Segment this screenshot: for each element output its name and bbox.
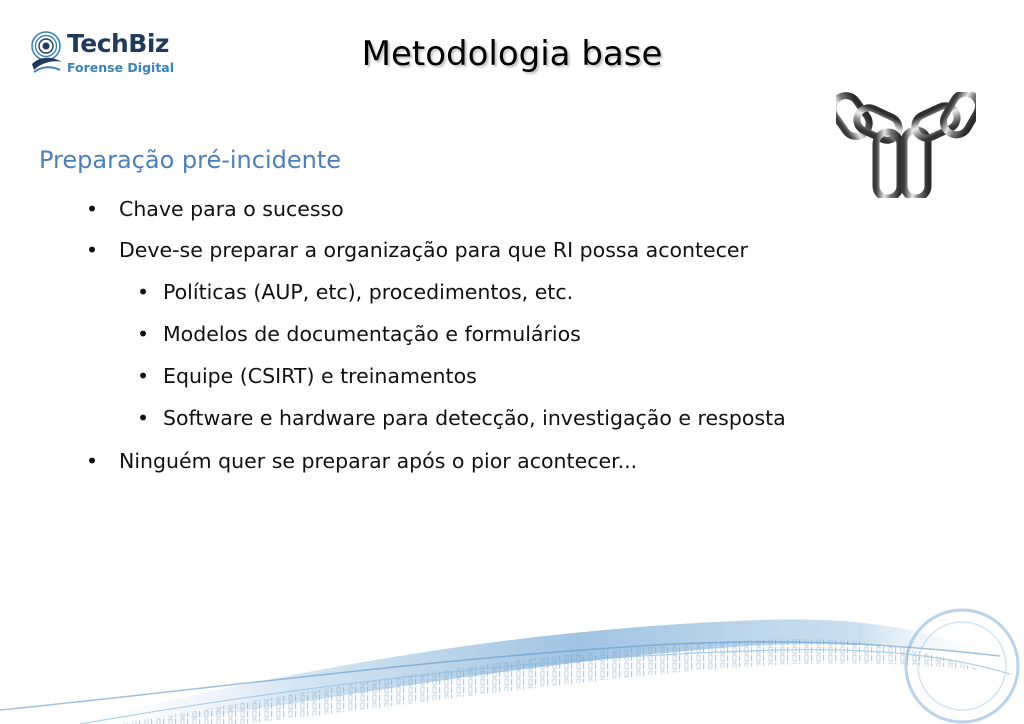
logo-subtitle: Forense Digital: [67, 60, 175, 75]
section-heading: Preparação pré-incidente: [39, 146, 342, 174]
sub-list-item-text: Equipe (CSIRT) e treinamentos: [163, 364, 477, 388]
logo-name: TechBiz: [67, 29, 169, 58]
bullet-dot-icon: •: [86, 238, 99, 262]
binary-swoosh-decoration: [0, 590, 1024, 724]
sub-list-item-text: Software e hardware para detecção, investigação e resposta: [163, 406, 786, 430]
bullet-dot-icon: •: [137, 406, 150, 430]
list-item-text: Chave para o sucesso: [119, 197, 344, 221]
bullet-dot-icon: •: [137, 364, 150, 388]
bullet-dot-icon: •: [86, 449, 99, 473]
sub-list-item-text: Modelos de documentação e formulários: [163, 322, 581, 346]
list-item-text: Deve-se preparar a organização para que RI possa acontecer: [119, 238, 748, 262]
bullet-dot-icon: •: [137, 280, 150, 304]
sub-list-item-text: Políticas (AUP, etc), procedimentos, etc.: [163, 280, 574, 304]
chain-links-image: [836, 92, 976, 198]
slide-title: Metodologia base: [361, 34, 663, 74]
bullet-dot-icon: •: [137, 322, 150, 346]
list-item-text: Ninguém quer se preparar após o pior acontecer...: [119, 449, 638, 473]
bullet-dot-icon: •: [86, 197, 99, 221]
